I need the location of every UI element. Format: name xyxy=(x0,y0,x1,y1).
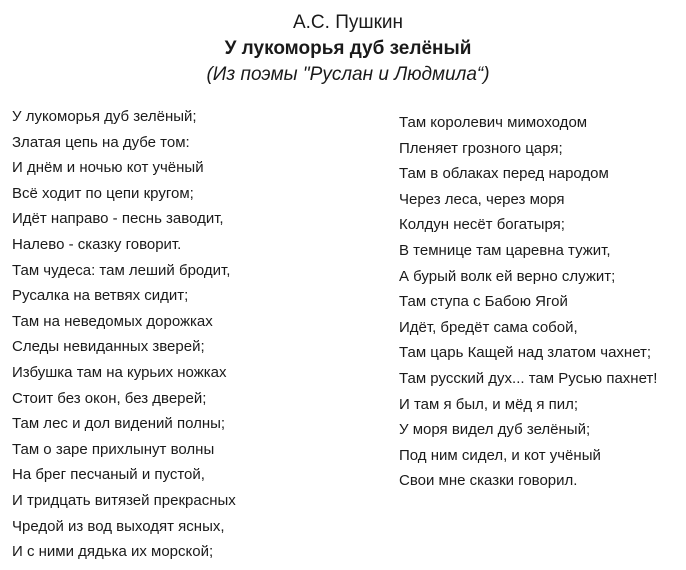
poem-line: И днём и ночью кот учёный xyxy=(12,159,204,177)
poem-line: Там ступа с Бабою Ягой xyxy=(399,293,568,311)
poem-line: Через леса, через моря xyxy=(399,190,565,208)
poem-line: Там царь Кащей над златом чахнет; xyxy=(399,344,652,362)
poem-right-column xyxy=(399,110,657,494)
poem-line: Налево - сказку говорит. xyxy=(12,235,182,253)
poem-title: У лукоморья дуб зелёный xyxy=(224,38,472,59)
poem-line: Там чудеса: там леший бродит, xyxy=(12,261,231,279)
poem-line: У моря видел дуб зелёный; xyxy=(399,421,591,439)
poem-line: Стоит без окон, без дверей; xyxy=(12,389,207,407)
poem-line: Всё ходит по цепи кругом; xyxy=(12,184,194,202)
poem-line: Там русский дух... там Русью пахнет! xyxy=(399,369,658,387)
poem-subtitle: (Из поэмы "Руслан и Людмила“) xyxy=(206,64,490,85)
poem-line: На брег песчаный и пустой, xyxy=(12,466,205,484)
poem-line: А бурый волк ей верно служит; xyxy=(399,267,616,285)
poem-line: И с ними дядька их морской; xyxy=(12,543,214,561)
poem-line: Свои мне сказки говорил. xyxy=(399,472,578,490)
poem-line: У лукоморья дуб зелёный; xyxy=(12,108,197,125)
poem-line: Златая цепь на дубе том: xyxy=(12,133,190,151)
poem-line: Под ним сидел, и кот учёный xyxy=(399,446,601,464)
poem-line: Русалка на ветвях сидит; xyxy=(12,287,189,305)
poem-line: Избушка там на курьих ножках xyxy=(12,363,227,381)
poem-line: Идёт, бредёт сама собой, xyxy=(399,318,578,336)
author-name: А.С. Пушкин xyxy=(292,12,404,33)
poem-line: Следы невиданных зверей; xyxy=(12,338,205,356)
poem-line: Там королевич мимоходом xyxy=(399,114,588,131)
poem-line: Там на неведомых дорожках xyxy=(12,312,213,330)
poem-line: И там я был, и мёд я пил; xyxy=(399,395,579,413)
poem-line: Колдун несёт богатыря; xyxy=(399,216,565,234)
poem-line: Идёт направо - песнь заводит, xyxy=(12,210,224,228)
poem-line: В темнице там царевна тужит, xyxy=(399,241,611,259)
poem-header xyxy=(0,10,686,88)
poem-line: Там лес и дол видений полны; xyxy=(12,415,226,433)
poem-line: Пленяет грозного царя; xyxy=(399,139,563,157)
poem-line: Там о заре прихлынут волны xyxy=(12,440,215,458)
poem-left-column xyxy=(12,104,236,565)
poem-line: Там в облаках перед народом xyxy=(399,165,609,183)
poem-line: И тридцать витязей прекрасных xyxy=(12,491,236,509)
poem-line: Чредой из вод выходят ясных, xyxy=(12,517,225,535)
